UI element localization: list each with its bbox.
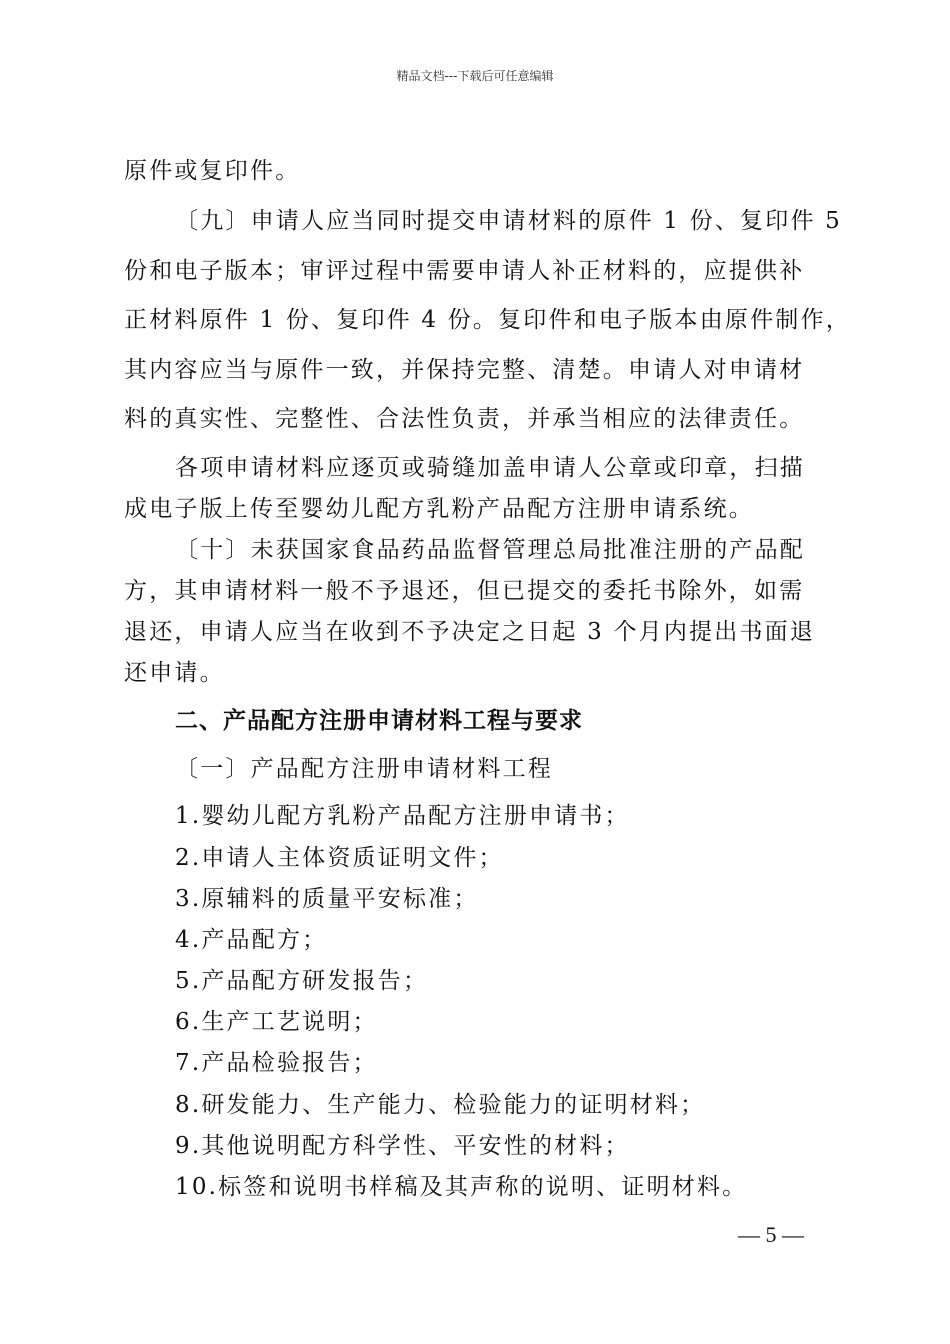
list-item: 5.产品配方研发报告；	[175, 968, 429, 994]
paragraph-line: 成电子版上传至婴幼儿配方乳粉产品配方注册申请系统。	[124, 496, 754, 522]
paragraph-line: 各项申请材料应逐页或骑缝加盖申请人公章或印章，扫描	[175, 455, 805, 481]
paragraph-line: 〔九〕申请人应当同时提交申请材料的原件 1 份、复印件 5	[175, 208, 842, 234]
page-header: 精品文档---下载后可任意编辑	[396, 69, 554, 83]
paragraph-line: 其内容应当与原件一致，并保持完整、清楚。申请人对申请材	[124, 357, 805, 383]
list-item: 7.产品检验报告；	[175, 1050, 378, 1076]
list-item: 1.婴幼儿配方乳粉产品配方注册申请书；	[175, 803, 630, 829]
paragraph-line: 正材料原件 1 份、复印件 4 份。复印件和电子版本由原件制作，	[124, 307, 851, 333]
paragraph-line: 料的真实性、完整性、合法性负责，并承当相应的法律责任。	[124, 406, 805, 432]
list-item: 6.生产工艺说明；	[175, 1009, 378, 1035]
paragraph-line: 原件或复印件。	[124, 158, 301, 184]
paragraph-line: 退还，申请人应当在收到不予决定之日起 3 个月内提出书面退	[124, 619, 816, 645]
list-item: 3.原辅料的质量平安标准；	[175, 886, 479, 912]
section-heading: 二、产品配方注册申请材料工程与要求	[175, 708, 583, 734]
paragraph-line: 〔十〕未获国家食品药品监督管理总局批准注册的产品配	[175, 537, 805, 563]
paragraph-line: 还申请。	[124, 660, 225, 686]
subsection-heading: 〔一〕产品配方注册申请材料工程	[175, 756, 553, 782]
list-item: 10.标签和说明书样稿及其声称的说明、证明材料。	[175, 1174, 748, 1200]
list-item: 4.产品配方；	[175, 927, 328, 953]
list-item: 9.其他说明配方科学性、平安性的材料；	[175, 1133, 630, 1159]
page-number: — 5 —	[738, 1222, 804, 1247]
paragraph-line: 份和电子版本；审评过程中需要申请人补正材料的，应提供补	[124, 258, 805, 284]
list-item: 2.申请人主体资质证明文件；	[175, 845, 504, 871]
paragraph-line: 方，其申请材料一般不予退还，但已提交的委托书除外，如需	[124, 578, 805, 604]
list-item: 8.研发能力、生产能力、检验能力的证明材料；	[175, 1092, 706, 1118]
